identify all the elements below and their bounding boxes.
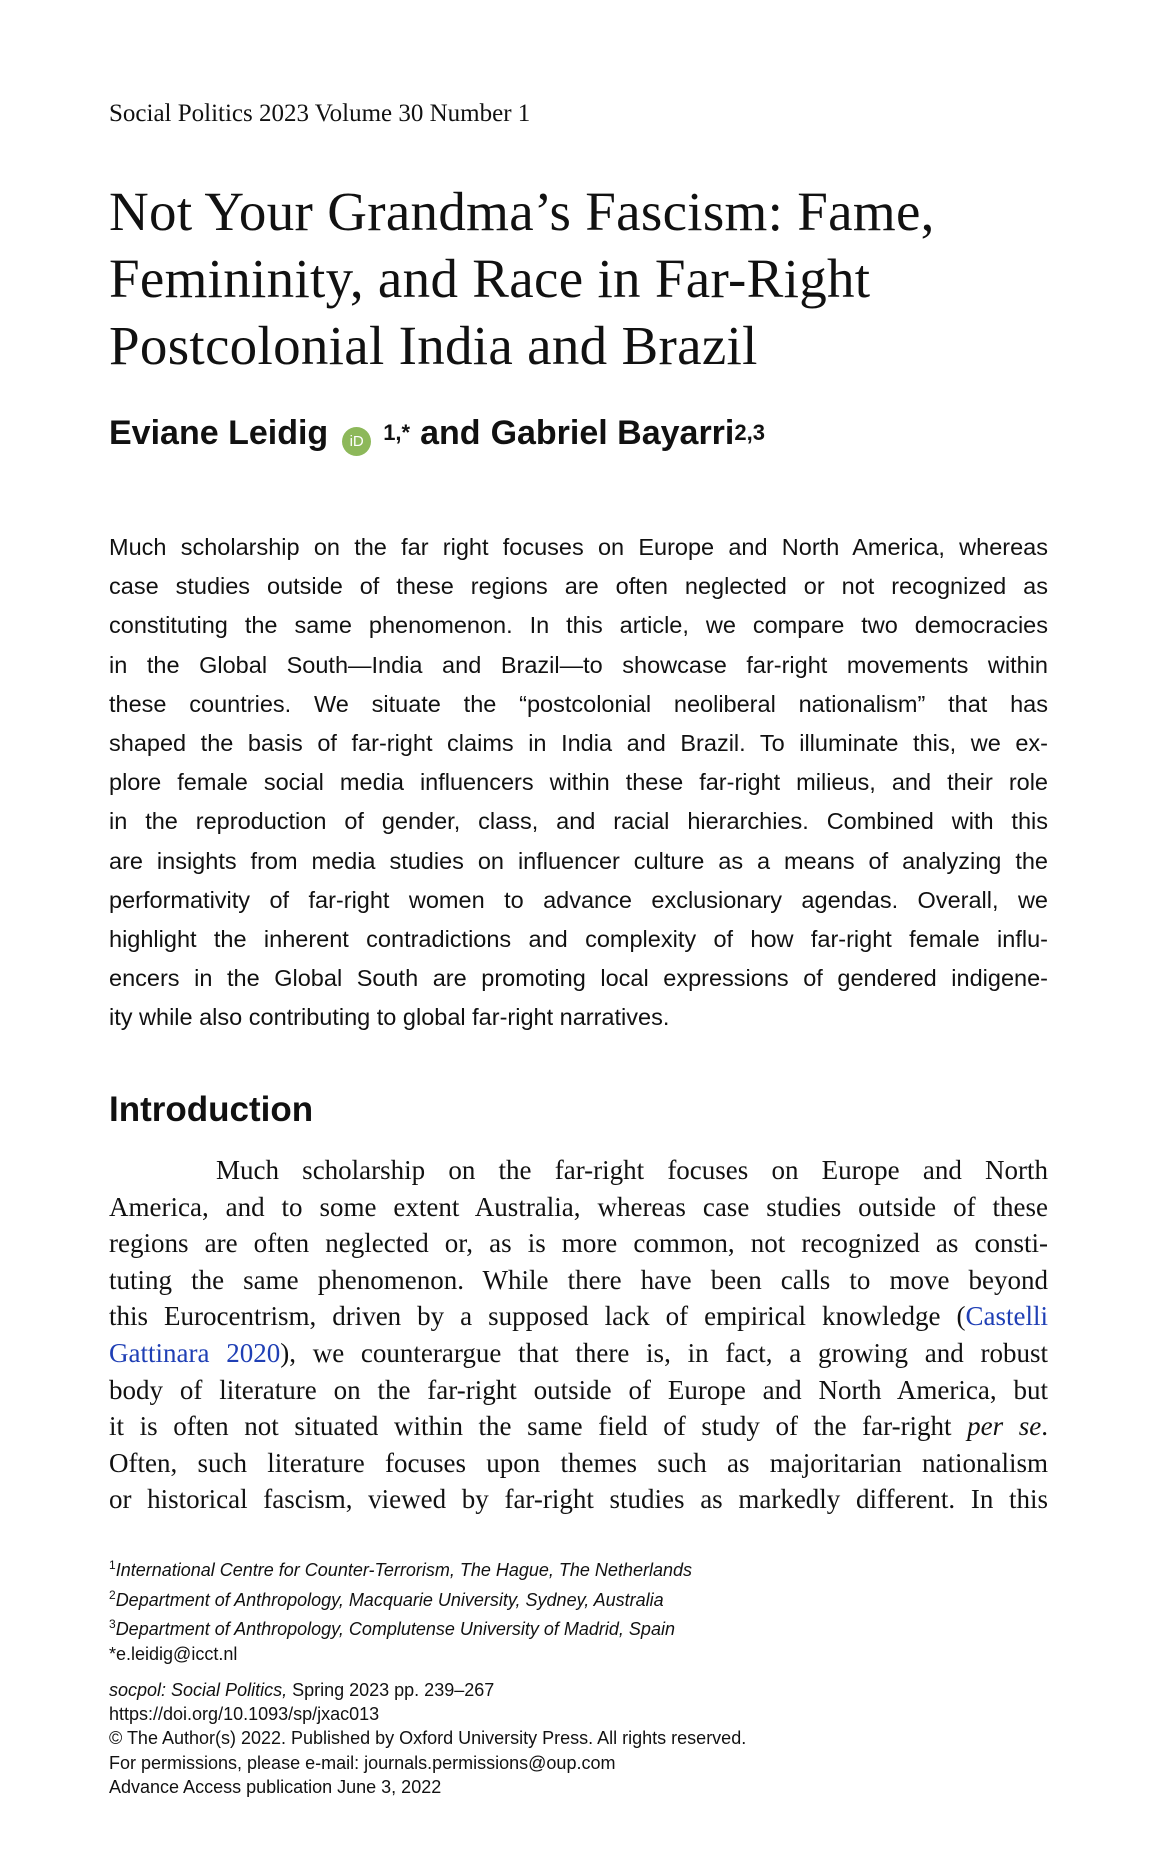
body-line	[109, 1335, 1048, 1372]
author-affiliation: 2,3	[734, 420, 765, 445]
abstract-line: ity while also contributing to global far-right narratives.	[109, 1004, 670, 1031]
orcid-icon[interactable]: iD	[342, 427, 371, 456]
copyright: © The Author(s) 2022. Published by Oxford University Press. All rights reserved.	[109, 1728, 747, 1749]
body-text: it is often not situated within the same field of study of the far-right	[109, 1411, 968, 1442]
affiliation-text: Department of Anthropology, Complutense University of Madrid, Spain	[115, 1619, 675, 1639]
abstract-line: case studies outside of these regions are often neglected or not recognized as	[109, 573, 1048, 600]
author-connector: and	[420, 414, 481, 452]
corresponding-email[interactable]: *e.leidig@icct.nl	[109, 1643, 238, 1664]
author-line	[109, 414, 1048, 454]
affiliation-item	[109, 1553, 1048, 1583]
abstract-line: in the reproduction of gender, class, and racial hierarchies. Combined with this	[109, 808, 1048, 835]
body-line: regions are often neglected or, as is more common, not recognized as consti-	[109, 1228, 1048, 1259]
advance-access: Advance Access publication June 3, 2022	[109, 1776, 442, 1797]
title-line: Not Your Grandma’s Fascism: Fame,	[109, 181, 935, 242]
author-name[interactable]: Eviane Leidig	[109, 414, 329, 452]
publication-info	[109, 1678, 1048, 1799]
footnote-marker: 3	[109, 1617, 116, 1631]
doi-link[interactable]: https://doi.org/10.1093/sp/jxac013	[109, 1704, 380, 1725]
abstract-line: Much scholarship on the far right focuses on Europe and North America, whereas	[109, 534, 1048, 560]
journal-header: Social Politics 2023 Volume 30 Number 1	[109, 100, 531, 127]
footnote-marker: 2	[109, 1587, 116, 1602]
abstract-line: plore female social media influencers within these far-right milieus, and their role	[109, 769, 1048, 796]
emphasis-text: per se	[967, 1411, 1042, 1442]
author-name[interactable]: Gabriel Bayarri	[490, 414, 735, 452]
title-line: Femininity, and Race in Far-Right	[109, 248, 871, 309]
abstract-line: shaped the basis of far-right claims in India and Brazil. To illuminate this, we ex-	[109, 730, 1048, 757]
permissions: For permissions, please e-mail: journals.permissions@oup.com	[109, 1752, 616, 1773]
title-line: Postcolonial India and Brazil	[109, 315, 758, 376]
article-title	[109, 178, 1048, 379]
abstract-line: encers in the Global South are promoting local expressions of gendered indigene-	[109, 965, 1048, 992]
abstract-line: performativity of far-right women to advance exclusionary agendas. Overall, we	[109, 886, 1048, 913]
body-line	[109, 1408, 1048, 1445]
author-affiliation: 1,*	[383, 420, 411, 445]
body-line: tuting the same phenomenon. While there have been calls to move beyond	[109, 1264, 1048, 1295]
citation-link[interactable]: Castelli	[965, 1301, 1048, 1332]
abstract-line: constituting the same phenomenon. In this article, we compare two democracies	[109, 612, 1048, 639]
section-heading: Introduction	[109, 1090, 314, 1129]
body-text: ), we counterargue that there is, in fact, a growing and robust	[280, 1337, 1048, 1368]
body-line	[109, 1298, 1048, 1335]
body-line: Often, such literature focuses upon themes such as majoritarian nationalism	[109, 1447, 1048, 1478]
journal-name: socpol: Social Politics,	[109, 1680, 288, 1700]
body-text: .	[1041, 1411, 1048, 1442]
abstract-line: highlight the inherent contradictions and complexity of how far-right female influ-	[109, 926, 1048, 953]
body-line: America, and to some extent Australia, whereas case studies outside of these	[109, 1191, 1048, 1222]
affiliation-item	[109, 1583, 1048, 1613]
body-line: or historical fascism, viewed by far-right studies as markedly different. In this	[109, 1484, 1048, 1515]
footnote-marker: 1	[109, 1558, 116, 1572]
abstract-line: these countries. We situate the “postcolonial neoliberal nationalism” that has	[109, 690, 1048, 717]
abstract-line: in the Global South—India and Brazil—to showcase far-right movements within	[109, 651, 1048, 678]
journal-citation	[109, 1678, 1048, 1702]
affiliation-item	[109, 1612, 1048, 1642]
body-text: this Eurocentrism, driven by a supposed lack of empirical knowledge (	[109, 1301, 966, 1332]
issue-info: Spring 2023 pp. 239–267	[287, 1680, 495, 1700]
affiliation-text: International Centre for Counter-Terrorism, The Hague, The Netherlands	[115, 1560, 692, 1580]
citation-link[interactable]: Gattinara 2020	[109, 1337, 281, 1368]
abstract-line: are insights from media studies on influencer culture as a means of analyzing the	[109, 847, 1048, 874]
affiliations	[109, 1553, 1048, 1666]
affiliation-text: Department of Anthropology, Macquarie University, Sydney, Australia	[115, 1589, 664, 1610]
intro-paragraph	[109, 1152, 1048, 1518]
body-line: Much scholarship on the far-right focuses on Europe and North	[216, 1155, 1048, 1185]
abstract	[109, 528, 1048, 1038]
body-line: body of literature on the far-right outside of Europe and North America, but	[109, 1374, 1048, 1405]
